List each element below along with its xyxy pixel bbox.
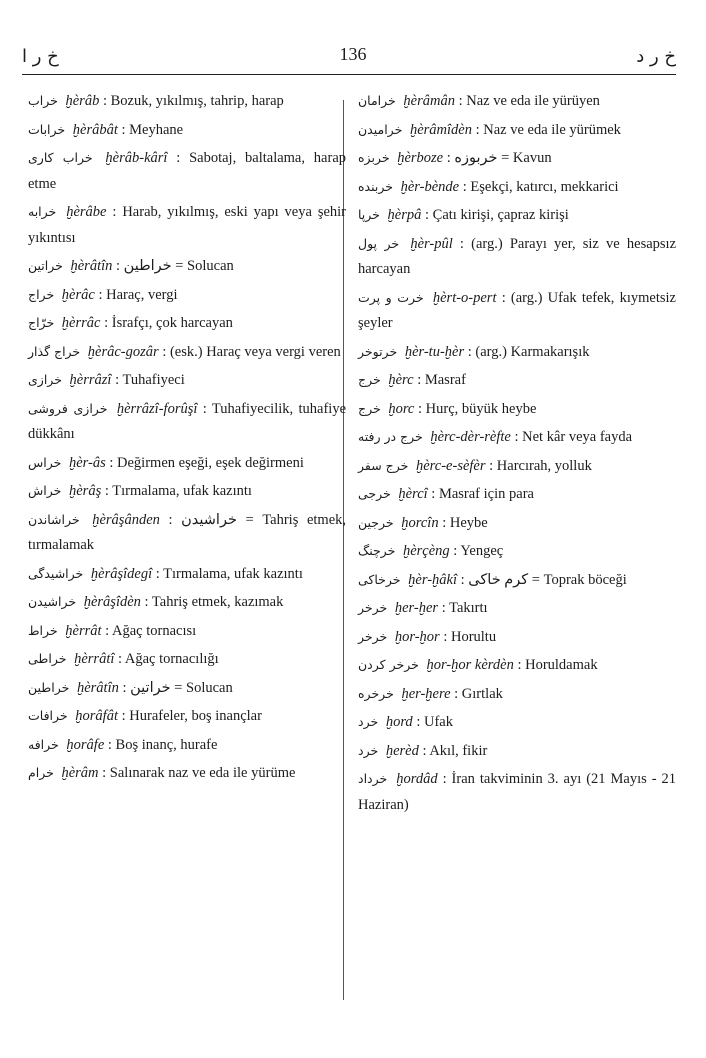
- dictionary-entry: [358, 510, 676, 537]
- entry-transliteration: ḫèr-bènde: [400, 178, 460, 195]
- entry-definition: : (esk.) Haraç veya vergi veren: [162, 343, 341, 360]
- entry-transliteration: ḫèrrâzî: [69, 372, 112, 388]
- dictionary-entry: [358, 145, 676, 172]
- entry-definition: : Masraf için para: [431, 486, 534, 502]
- entry-arabic-script: خرّاج: [28, 315, 55, 330]
- entry-arabic-script: خرج: [358, 372, 381, 387]
- dictionary-entry: [358, 709, 676, 736]
- dictionary-entry: [28, 310, 346, 337]
- entry-definition: : Ağaç tornacısı: [105, 622, 197, 639]
- entry-arabic-script: خراج: [28, 286, 55, 302]
- entry-transliteration: ḫèrboze: [397, 150, 444, 166]
- dictionary-entry: [28, 589, 346, 616]
- entry-transliteration: ḫèrçèng: [402, 543, 450, 559]
- dictionary-entry: [358, 681, 676, 708]
- entry-definition: : Harcırah, yolluk: [489, 457, 592, 474]
- entry-transliteration: ḫèr-âs: [68, 454, 106, 471]
- dictionary-entry: [28, 760, 346, 787]
- dictionary-entry: [28, 507, 346, 559]
- entry-definition: : Tırmalama, ufak kazıntı: [104, 483, 252, 499]
- entry-transliteration: ḫèrâmân: [403, 93, 455, 109]
- entry-definition: : İran takviminin 3. ayı (21 Mayıs - 21 Haziran): [358, 771, 677, 813]
- entry-arabic-script: خراس: [28, 454, 62, 470]
- dictionary-entry: [358, 652, 676, 679]
- entry-definition: : Heybe: [442, 514, 488, 531]
- entry-transliteration: ḫorcîn: [401, 514, 439, 531]
- entry-transliteration: ḫèrâş: [68, 483, 102, 499]
- entry-arabic-script: خراطين: [28, 679, 70, 695]
- entry-arabic-script: خراشاندن: [28, 511, 80, 527]
- dictionary-entry: [358, 595, 676, 622]
- entry-arabic-script: خرافات: [28, 708, 68, 723]
- entry-definition: : Tahriş etmek, kazımak: [144, 594, 284, 610]
- entry-arabic-script: خرخاكى: [358, 571, 401, 587]
- entry-arabic-script: خرازى: [28, 372, 62, 387]
- entry-transliteration: ḫèr-ḫâkî: [408, 571, 457, 588]
- entry-definition: : Net kâr veya fayda: [514, 429, 633, 445]
- entry-arabic-script: خرتوخر: [358, 343, 398, 359]
- entry-arabic-script: خرت و پرت: [358, 289, 424, 305]
- entry-arabic-script: خراج گذار: [28, 343, 81, 359]
- entry-definition: : Masraf: [417, 372, 466, 388]
- entry-definition: : Değirmen eşeği, eşek değirmeni: [109, 454, 304, 471]
- entry-definition: : Takırtı: [441, 600, 488, 616]
- dictionary-entry: [28, 117, 346, 144]
- entry-arabic-script: خرجين: [358, 514, 394, 530]
- entry-arabic-script: خربزه: [358, 150, 390, 165]
- entry-transliteration: ḫerèd: [385, 742, 419, 759]
- entry-definition: : Haraç, vergi: [98, 286, 178, 303]
- entry-transliteration: ḫorâfât: [75, 708, 118, 724]
- entry-transliteration: ḫèrc: [388, 372, 414, 388]
- entry-arabic-script: خرچنگ: [358, 543, 396, 558]
- dictionary-entry: [358, 453, 676, 480]
- entry-definition: : Eşekçi, katırcı, mekkarici: [462, 178, 619, 195]
- entry-transliteration: ḫèrcî: [398, 486, 428, 502]
- entry-transliteration: ḫèrrâtî: [74, 651, 115, 667]
- dictionary-entry: [358, 738, 676, 765]
- entry-arabic-script: خرج در رفته: [358, 429, 423, 444]
- dictionary-entry: [28, 450, 346, 477]
- entry-definition: : Tırmalama, ufak kazıntı: [155, 565, 303, 582]
- entry-arabic-script: خرد: [358, 742, 379, 758]
- entry-arabic-script: خراشيدگى: [28, 565, 84, 581]
- entry-definition: : Naz ve eda ile yürümek: [475, 121, 621, 138]
- entry-definition: : Ağaç tornacılığı: [118, 651, 219, 667]
- entry-definition: : Tuhafiyecilik, tuhafiye dükkânı: [28, 400, 346, 442]
- dictionary-entry: [28, 282, 346, 309]
- entry-transliteration: ḫor-ḫor kèrdèn: [426, 657, 514, 673]
- entry-transliteration: ḫèrc-dèr-rèfte: [430, 429, 511, 445]
- entry-definition: : Salınarak naz ve eda ile yürüme: [102, 765, 296, 781]
- entry-transliteration: ḫèrrâzî-forûşî: [116, 400, 198, 417]
- entry-arabic-script: خراتين: [28, 258, 63, 273]
- entry-arabic-script: خراب كارى: [28, 150, 93, 165]
- entry-definition: : Yengeç: [453, 543, 504, 559]
- dictionary-entry: [358, 202, 676, 229]
- entry-transliteration: ḫorâfe: [66, 736, 105, 753]
- entry-transliteration: ḫordâd: [396, 771, 438, 787]
- dictionary-entry: [28, 618, 346, 645]
- entry-arabic-script: خرد: [358, 714, 379, 729]
- dictionary-entry: [28, 367, 346, 394]
- entry-transliteration: ḫèrc-e-sèfèr: [416, 457, 486, 474]
- entry-arabic-script: خرازى فروشى: [28, 400, 108, 416]
- dictionary-entry: [358, 285, 676, 337]
- entry-definition: : Boş inanç, hurafe: [107, 736, 218, 753]
- dictionary-entry: [358, 367, 676, 394]
- entry-definition: : Ufak: [416, 714, 453, 730]
- dictionary-entry: [358, 117, 676, 144]
- dictionary-entry: [28, 339, 346, 366]
- entry-definition: : Hurafeler, boş inançlar: [121, 708, 262, 724]
- dictionary-entry: [28, 732, 346, 759]
- entry-definition: : خراتين = Solucan: [122, 679, 233, 696]
- entry-arabic-script: خرافه: [28, 736, 59, 752]
- dictionary-entry: [358, 396, 676, 423]
- entry-transliteration: ḫèrt-o-pert: [432, 289, 497, 306]
- dictionary-entry: [358, 174, 676, 201]
- entry-transliteration: ḫèr-tu-ḫèr: [404, 343, 465, 360]
- entry-arabic-script: خرام: [28, 765, 54, 780]
- dictionary-entry: [358, 624, 676, 651]
- entry-transliteration: ḫorc: [388, 400, 415, 417]
- entry-definition: : (arg.) Karmakarışık: [467, 343, 590, 360]
- entry-arabic-script: خرج سفر: [358, 457, 409, 473]
- dictionary-entry: [28, 561, 346, 588]
- entry-transliteration: ḫer-ḫere: [401, 685, 451, 702]
- entry-transliteration: ḫèrâşîdèn: [83, 594, 141, 610]
- dictionary-entry: [358, 424, 676, 451]
- dictionary-entry: [358, 88, 676, 115]
- entry-arabic-script: خرج: [358, 400, 381, 416]
- entry-arabic-script: خرامان: [358, 93, 396, 108]
- entry-arabic-script: خربنده: [358, 178, 393, 194]
- entry-arabic-script: خرخر كردن: [358, 657, 419, 672]
- entry-arabic-script: خرخره: [358, 685, 394, 701]
- header-right-letters: خ ر د: [636, 46, 676, 67]
- entry-transliteration: ḫèrâbe: [66, 204, 107, 220]
- entry-transliteration: ḫèrâc-gozâr: [87, 343, 159, 360]
- entry-transliteration: ḫèrâtîn: [76, 679, 119, 696]
- entry-arabic-script: خراش: [28, 483, 62, 498]
- entry-definition: : خراشيدن = Tahriş etmek, tırmalamak: [28, 511, 347, 553]
- left-column: [28, 88, 346, 789]
- entry-transliteration: ḫèrâb-kârî: [105, 150, 168, 166]
- entry-definition: : كرم خاكى = Toprak böceği: [460, 571, 627, 588]
- dictionary-entry: [358, 538, 676, 565]
- right-column: [358, 88, 676, 820]
- entry-transliteration: ḫer-ḫer: [394, 600, 439, 616]
- entry-transliteration: ḫèrrâc: [61, 315, 101, 331]
- entry-transliteration: ḫèrâm: [61, 765, 99, 781]
- entry-definition: : Bozuk, yıkılmış, tahrip, harap: [102, 93, 284, 109]
- entry-definition: : Hurç, büyük heybe: [418, 400, 537, 417]
- entry-transliteration: ḫord: [385, 714, 413, 730]
- dictionary-entry: [28, 199, 346, 251]
- entry-transliteration: ḫor-ḫor: [394, 628, 440, 645]
- dictionary-entry: [28, 675, 346, 702]
- entry-definition: : خراطين = Solucan: [116, 258, 234, 274]
- entry-arabic-script: خراشيدن: [28, 594, 77, 609]
- dictionary-entry: [28, 646, 346, 673]
- entry-definition: : Çatı kirişi, çapraz kirişi: [425, 207, 569, 223]
- entry-definition: : Tuhafiyeci: [115, 372, 185, 388]
- entry-definition: : Horuldamak: [517, 657, 598, 673]
- entry-definition: : (arg.) Ufak tefek, kıymetsiz şeyler: [358, 289, 676, 331]
- entry-arabic-script: خرابات: [28, 121, 66, 137]
- entry-definition: : Horultu: [443, 628, 497, 645]
- dictionary-entry: [28, 88, 346, 115]
- entry-definition: : (arg.) Parayı yer, siz ve hesapsız harcayan: [358, 235, 677, 277]
- entry-arabic-script: خرداد: [358, 771, 388, 786]
- page-header: [0, 0, 706, 80]
- entry-arabic-script: خرپا: [358, 207, 380, 222]
- entry-arabic-script: خرجى: [358, 486, 391, 501]
- dictionary-entry: [28, 253, 346, 280]
- entry-definition: : Meyhane: [121, 121, 184, 138]
- entry-definition: : Sabotaj, baltalama, harap etme: [28, 150, 347, 192]
- dictionary-entry: [28, 396, 346, 448]
- entry-transliteration: ḫèrâşânden: [92, 511, 160, 528]
- entry-transliteration: ḫèrâbât: [72, 121, 118, 138]
- entry-definition: : İsrafçı, çok harcayan: [104, 315, 233, 331]
- dictionary-entry: [358, 567, 676, 594]
- dictionary-entry: [28, 478, 346, 505]
- dictionary-entry: [358, 231, 676, 283]
- entry-definition: : Naz ve eda ile yürüyen: [458, 93, 600, 109]
- entry-transliteration: ḫèrâtîn: [70, 258, 113, 274]
- dictionary-entry: [28, 145, 346, 197]
- entry-arabic-script: خرابه: [28, 204, 57, 219]
- entry-arabic-script: خراب: [28, 93, 58, 108]
- dictionary-entry: [358, 481, 676, 508]
- entry-arabic-script: خراط: [28, 622, 58, 638]
- entry-arabic-script: خراطى: [28, 651, 67, 666]
- entry-transliteration: ḫèrâmîdèn: [409, 121, 472, 138]
- entry-definition: : Akıl, fikir: [422, 742, 488, 759]
- page-number: 136: [339, 44, 367, 64]
- header-left-letters: خ ر ا: [22, 46, 59, 67]
- entry-transliteration: ḫèrpâ: [387, 207, 422, 223]
- entry-arabic-script: خرخر: [358, 600, 388, 615]
- entry-transliteration: ḫèrrât: [65, 622, 102, 639]
- entry-transliteration: ḫèrâşîdegî: [90, 565, 153, 582]
- entry-arabic-script: خر پول: [358, 235, 400, 251]
- entry-definition: : Harab, yıkılmış, eski yapı veya şehir yıkıntısı: [28, 204, 347, 246]
- entry-transliteration: ḫèrâc: [61, 286, 95, 303]
- entry-definition: : Gırtlak: [454, 685, 503, 702]
- entry-transliteration: ḫèr-pûl: [410, 235, 453, 252]
- dictionary-entry: [358, 766, 676, 818]
- entry-definition: : خربوزه = Kavun: [446, 150, 552, 166]
- entry-transliteration: ḫèrâb: [65, 93, 100, 109]
- entry-arabic-script: خراميدن: [358, 121, 403, 137]
- entry-arabic-script: خرخر: [358, 628, 388, 644]
- dictionary-entry: [28, 703, 346, 730]
- header-rule: [22, 74, 676, 75]
- dictionary-entry: [358, 339, 676, 366]
